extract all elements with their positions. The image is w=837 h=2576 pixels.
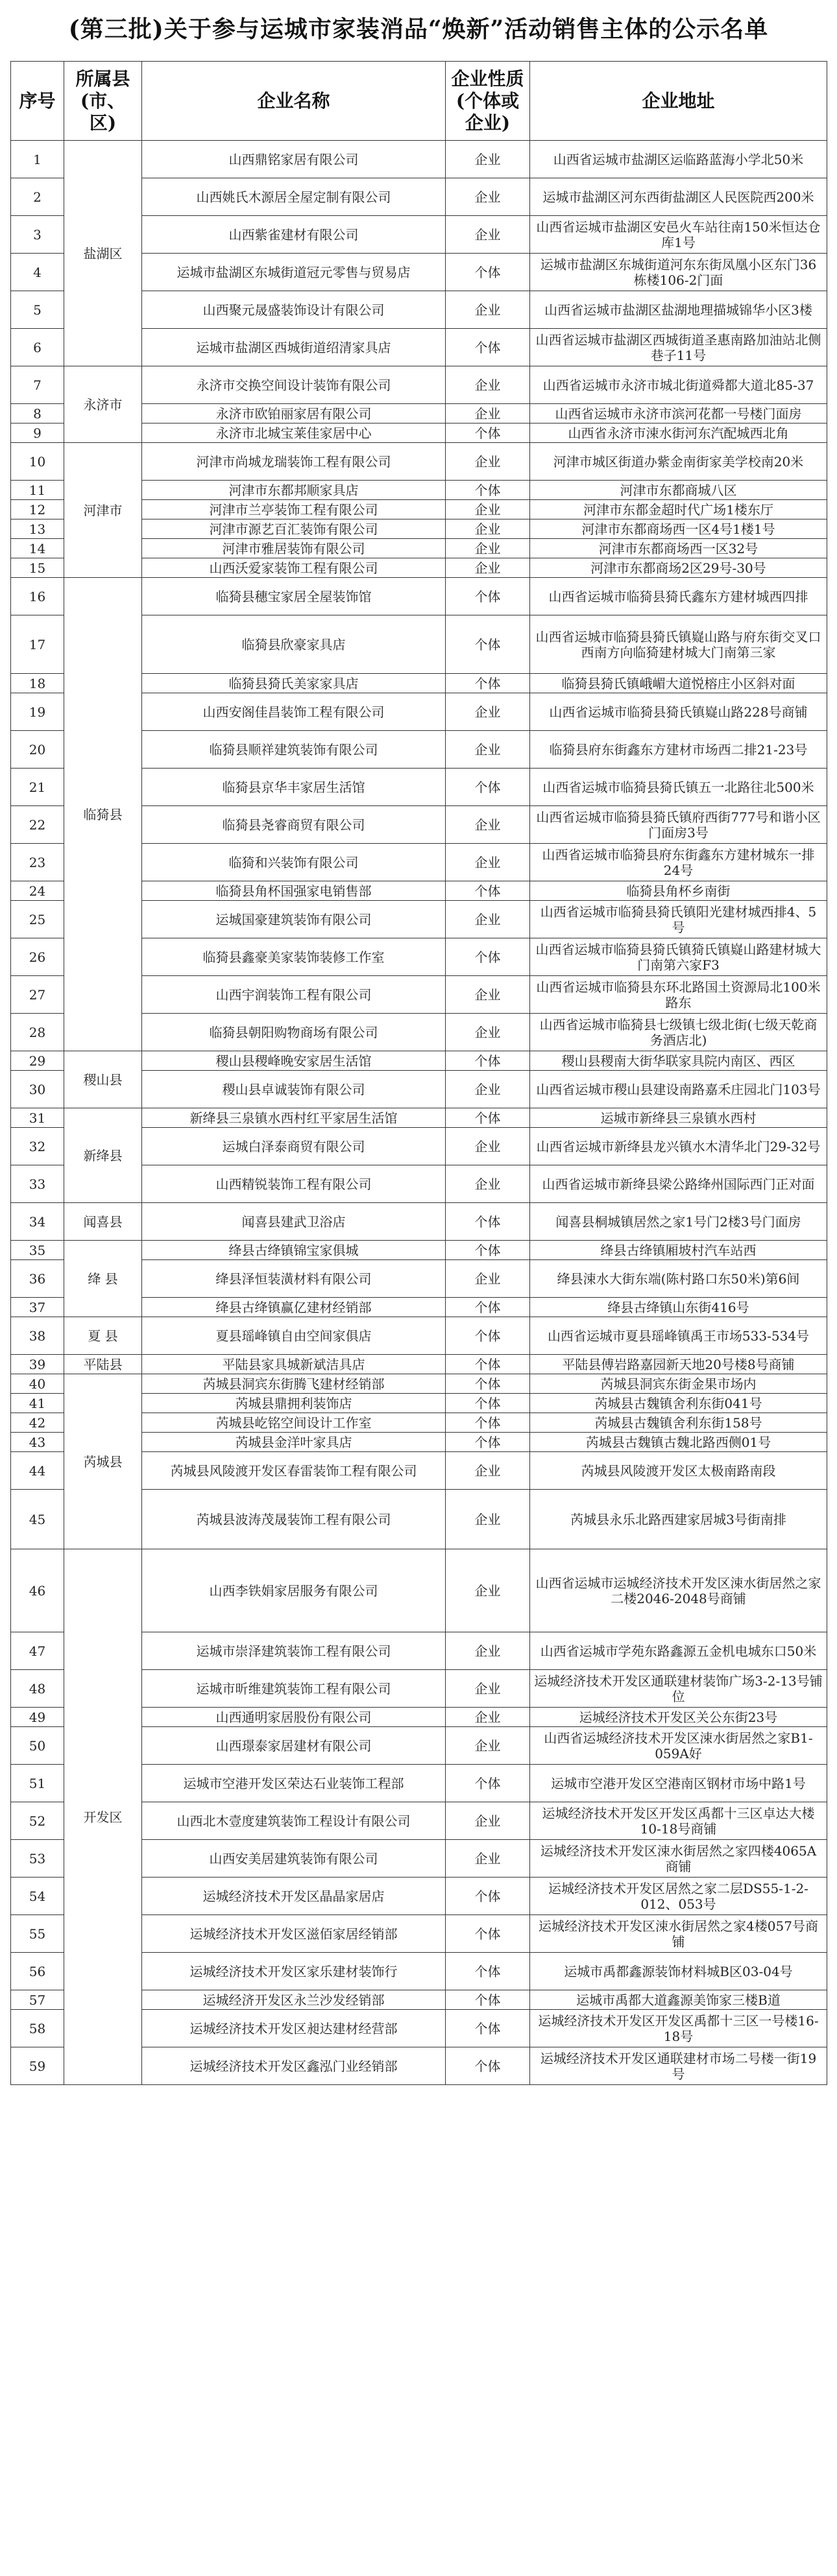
serial-cell: 47 — [11, 1632, 64, 1670]
serial-cell: 57 — [11, 1990, 64, 2010]
company-name-cell: 河津市源艺百汇装饰有限公司 — [142, 519, 446, 539]
company-name-cell: 芮城县波涛茂晟装饰工程有限公司 — [142, 1490, 446, 1549]
company-type-cell: 企业 — [446, 1632, 530, 1670]
table-row — [11, 1549, 827, 1632]
company-type-cell: 企业 — [446, 500, 530, 519]
company-address-cell: 临猗县府东街鑫东方建材市场西二排21-23号 — [530, 731, 827, 769]
company-name-cell: 运城经济技术开发区滋佰家居经销部 — [142, 1915, 446, 1953]
company-type-cell: 个体 — [446, 938, 530, 976]
company-name-cell: 闻喜县建武卫浴店 — [142, 1203, 446, 1241]
company-address-cell: 山西省运城市盐湖区运临路蓝海小学北50米 — [530, 141, 827, 178]
company-type-cell: 企业 — [446, 216, 530, 254]
company-address-cell: 河津市东都金超时代广场1楼东厅 — [530, 500, 827, 519]
serial-cell: 12 — [11, 500, 64, 519]
company-address-cell: 山西省运城市临猗县猗氏镇嶷山路与府东街交叉口西南方向临猗建材城大门南第三家 — [530, 615, 827, 674]
serial-cell: 40 — [11, 1374, 64, 1394]
company-name-cell: 山西姚氏木源居全屋定制有限公司 — [142, 178, 446, 216]
company-name-cell: 山西璟泰家居建材有限公司 — [142, 1727, 446, 1765]
company-address-cell: 山西省运城市新绛县梁公路绛州国际西门正对面 — [530, 1165, 827, 1203]
company-name-cell: 运城经济技术开发区晶晶家居店 — [142, 1878, 446, 1915]
serial-cell: 26 — [11, 938, 64, 976]
serial-cell: 45 — [11, 1490, 64, 1549]
company-type-cell: 企业 — [446, 806, 530, 844]
company-address-cell: 河津市东都商场2区29号-30号 — [530, 558, 827, 578]
company-address-cell: 芮城县古魏镇古魏北路西侧01号 — [530, 1433, 827, 1452]
serial-cell: 38 — [11, 1317, 64, 1355]
company-name-cell: 山西聚元晟盛装饰设计有限公司 — [142, 291, 446, 329]
company-address-cell: 平陆县傅岩路嘉园新天地20号楼8号商铺 — [530, 1355, 827, 1374]
company-address-cell: 绛县古绛镇厢坡村汽车站西 — [530, 1241, 827, 1260]
company-address-cell: 山西省运城经济技术开发区涑水街居然之家B1-059A好 — [530, 1727, 827, 1765]
county-cell: 绛 县 — [64, 1241, 142, 1317]
company-type-cell: 企业 — [446, 141, 530, 178]
company-address-cell: 运城经济技术开发区涑水街居然之家四楼4065A商铺 — [530, 1840, 827, 1878]
company-name-cell: 河津市兰亭装饰工程有限公司 — [142, 500, 446, 519]
company-type-cell: 企业 — [446, 1128, 530, 1165]
company-type-cell: 个体 — [446, 1413, 530, 1433]
serial-cell: 54 — [11, 1878, 64, 1915]
county-cell: 稷山县 — [64, 1051, 142, 1108]
serial-cell: 39 — [11, 1355, 64, 1374]
serial-cell: 36 — [11, 1260, 64, 1298]
company-type-cell: 个体 — [446, 1990, 530, 2010]
company-type-cell: 企业 — [446, 1549, 530, 1632]
company-type-cell: 个体 — [446, 481, 530, 500]
company-address-cell: 运城经济技术开发区通联建材市场二号楼一街19号 — [530, 2047, 827, 2085]
company-address-cell: 山西省运城市临猗县猗氏镇府西街777号和谐小区门面房3号 — [530, 806, 827, 844]
company-name-cell: 临猗县尧睿商贸有限公司 — [142, 806, 446, 844]
serial-cell: 8 — [11, 404, 64, 423]
company-name-cell: 稷山县卓诚装饰有限公司 — [142, 1071, 446, 1108]
county-cell: 盐湖区 — [64, 141, 142, 366]
company-name-cell: 山西安美居建筑装饰有限公司 — [142, 1840, 446, 1878]
company-type-cell: 个体 — [446, 329, 530, 366]
company-type-cell: 个体 — [446, 2010, 530, 2047]
county-cell: 新绛县 — [64, 1108, 142, 1203]
table-row — [11, 1317, 827, 1355]
company-address-cell: 山西省运城市永济市城北街道舜都大道北85-37 — [530, 366, 827, 404]
company-type-cell: 个体 — [446, 1953, 530, 1990]
company-name-cell: 山西安阁佳昌装饰工程有限公司 — [142, 693, 446, 731]
serial-cell: 55 — [11, 1915, 64, 1953]
serial-cell: 43 — [11, 1433, 64, 1452]
company-address-cell: 运城经济技术开发区开发区禹都十三区一号楼16-18号 — [530, 2010, 827, 2047]
company-name-cell: 运城市空港开发区荣达石业装饰工程部 — [142, 1765, 446, 1802]
company-type-cell: 个体 — [446, 1051, 530, 1071]
company-address-cell: 临猗县猗氏镇峨嵋大道悦榕庄小区斜对面 — [530, 674, 827, 693]
table-row — [11, 443, 827, 481]
company-address-cell: 山西省运城市临猗县猗氏镇嶷山路228号商铺 — [530, 693, 827, 731]
company-type-cell: 企业 — [446, 178, 530, 216]
company-address-cell: 山西省运城市盐湖区西城街道圣惠南路加油站北侧巷子11号 — [530, 329, 827, 366]
county-cell: 河津市 — [64, 443, 142, 578]
company-name-cell: 临猗县鑫豪美家装饰装修工作室 — [142, 938, 446, 976]
company-address-cell: 山西省运城市稷山县建设南路嘉禾庄园北门103号 — [530, 1071, 827, 1108]
serial-cell: 21 — [11, 769, 64, 806]
company-name-cell: 河津市雅居装饰有限公司 — [142, 539, 446, 558]
company-name-cell: 运城国豪建筑装饰有限公司 — [142, 901, 446, 938]
company-address-cell: 山西省运城市盐湖区安邑火车站往南150米恒达仓库1号 — [530, 216, 827, 254]
company-name-cell: 平陆县家具城新斌洁具店 — [142, 1355, 446, 1374]
serial-cell: 20 — [11, 731, 64, 769]
serial-cell: 56 — [11, 1953, 64, 1990]
header-company-name: 企业名称 — [142, 62, 446, 141]
company-type-cell: 个体 — [446, 1433, 530, 1452]
company-type-cell: 个体 — [446, 1108, 530, 1128]
company-type-cell: 企业 — [446, 404, 530, 423]
company-address-cell: 运城经济技术开发区居然之家二层DS55-1-2-012、053号 — [530, 1878, 827, 1915]
company-type-cell: 个体 — [446, 1765, 530, 1802]
company-address-cell: 闻喜县桐城镇居然之家1号门2楼3号门面房 — [530, 1203, 827, 1241]
company-type-cell: 企业 — [446, 1014, 530, 1051]
header-county: 所属县(市、区) — [64, 62, 142, 141]
company-name-cell: 绛县古绛镇赢亿建材经销部 — [142, 1298, 446, 1317]
company-name-cell: 山西李铁娟家居服务有限公司 — [142, 1549, 446, 1632]
company-address-cell: 芮城县洞宾东街金果市场内 — [530, 1374, 827, 1394]
header-serial: 序号 — [11, 62, 64, 141]
serial-cell: 34 — [11, 1203, 64, 1241]
company-name-cell: 山西沃爱家装饰工程有限公司 — [142, 558, 446, 578]
serial-cell: 30 — [11, 1071, 64, 1108]
company-address-cell: 河津市城区街道办紫金南街家美学校南20米 — [530, 443, 827, 481]
serial-cell: 9 — [11, 423, 64, 443]
table-row — [11, 366, 827, 404]
company-type-cell: 个体 — [446, 1878, 530, 1915]
county-cell: 平陆县 — [64, 1355, 142, 1374]
serial-cell: 28 — [11, 1014, 64, 1051]
company-address-cell: 运城市禹都大道鑫源美饰家三楼B道 — [530, 1990, 827, 2010]
company-type-cell: 个体 — [446, 769, 530, 806]
company-address-cell: 山西省运城市临猗县猗氏鑫东方建材城西四排 — [530, 578, 827, 615]
company-name-cell: 运城市昕维建筑装饰工程有限公司 — [142, 1670, 446, 1708]
serial-cell: 58 — [11, 2010, 64, 2047]
serial-cell: 27 — [11, 976, 64, 1014]
company-address-cell: 芮城县风陵渡开发区太极南路南段 — [530, 1452, 827, 1490]
serial-cell: 41 — [11, 1394, 64, 1413]
company-address-cell: 运城市盐湖区东城街道河东东街凤凰小区东门36栋楼106-2门面 — [530, 254, 827, 291]
company-type-cell: 个体 — [446, 578, 530, 615]
company-type-cell: 企业 — [446, 366, 530, 404]
company-type-cell: 个体 — [446, 2047, 530, 2085]
company-name-cell: 临猗县角杯国强家电销售部 — [142, 881, 446, 901]
company-type-cell: 个体 — [446, 423, 530, 443]
company-address-cell: 山西省运城市永济市滨河花都一号楼门面房 — [530, 404, 827, 423]
serial-cell: 7 — [11, 366, 64, 404]
table-row — [11, 1241, 827, 1260]
serial-cell: 18 — [11, 674, 64, 693]
serial-cell: 6 — [11, 329, 64, 366]
company-name-cell: 芮城县风陵渡开发区春雷装饰工程有限公司 — [142, 1452, 446, 1490]
company-name-cell: 夏县瑶峰镇自由空间家俱店 — [142, 1317, 446, 1355]
company-type-cell: 个体 — [446, 1915, 530, 1953]
company-name-cell: 河津市东都邦顺家具店 — [142, 481, 446, 500]
company-type-cell: 企业 — [446, 693, 530, 731]
serial-cell: 46 — [11, 1549, 64, 1632]
company-name-cell: 山西鼎铭家居有限公司 — [142, 141, 446, 178]
serial-cell: 16 — [11, 578, 64, 615]
merchant-list-table — [10, 61, 827, 2085]
company-name-cell: 运城白泽泰商贸有限公司 — [142, 1128, 446, 1165]
serial-cell: 5 — [11, 291, 64, 329]
company-address-cell: 临猗县角杯乡南街 — [530, 881, 827, 901]
serial-cell: 13 — [11, 519, 64, 539]
company-name-cell: 临猗县猗氏美家家具店 — [142, 674, 446, 693]
company-type-cell: 企业 — [446, 1071, 530, 1108]
company-address-cell: 运城市空港开发区空港南区钢材市场中路1号 — [530, 1765, 827, 1802]
company-address-cell: 芮城县古魏镇舍利东街158号 — [530, 1413, 827, 1433]
company-type-cell: 企业 — [446, 1165, 530, 1203]
county-cell: 闻喜县 — [64, 1203, 142, 1241]
company-type-cell: 企业 — [446, 1708, 530, 1727]
company-type-cell: 企业 — [446, 519, 530, 539]
company-name-cell: 绛县泽恒装潢材料有限公司 — [142, 1260, 446, 1298]
company-name-cell: 永济市交换空间设计装饰有限公司 — [142, 366, 446, 404]
serial-cell: 15 — [11, 558, 64, 578]
company-name-cell: 山西北木壹度建筑装饰工程设计有限公司 — [142, 1802, 446, 1840]
company-type-cell: 企业 — [446, 291, 530, 329]
company-type-cell: 企业 — [446, 443, 530, 481]
company-name-cell: 稷山县稷峰晚安家居生活馆 — [142, 1051, 446, 1071]
table-row — [11, 141, 827, 178]
table-row — [11, 1203, 827, 1241]
company-address-cell: 山西省运城市学苑东路鑫源五金机电城东口50米 — [530, 1632, 827, 1670]
company-address-cell: 河津市东都商场西一区32号 — [530, 539, 827, 558]
company-name-cell: 临猗县朝阳购物商场有限公司 — [142, 1014, 446, 1051]
company-type-cell: 个体 — [446, 1374, 530, 1394]
header-address: 企业地址 — [530, 62, 827, 141]
company-address-cell: 运城市盐湖区河东西街盐湖区人民医院西200米 — [530, 178, 827, 216]
company-name-cell: 临猗县欣豪家具店 — [142, 615, 446, 674]
serial-cell: 44 — [11, 1452, 64, 1490]
serial-cell: 50 — [11, 1727, 64, 1765]
company-name-cell: 永济市欧铂丽家居有限公司 — [142, 404, 446, 423]
company-name-cell: 运城市盐湖区西城街道绍清家具店 — [142, 329, 446, 366]
company-address-cell: 运城经济技术开发区通联建材装饰广场3-2-13号铺位 — [530, 1670, 827, 1708]
company-name-cell: 运城经济技术开发区鑫泓门业经销部 — [142, 2047, 446, 2085]
company-address-cell: 运城经济技术开发区开发区禹都十三区卓达大楼10-18号商铺 — [530, 1802, 827, 1840]
serial-cell: 53 — [11, 1840, 64, 1878]
table-header-row — [11, 62, 827, 141]
serial-cell: 10 — [11, 443, 64, 481]
serial-cell: 17 — [11, 615, 64, 674]
company-type-cell: 个体 — [446, 881, 530, 901]
county-cell: 永济市 — [64, 366, 142, 443]
company-name-cell: 运城市崇泽建筑装饰工程有限公司 — [142, 1632, 446, 1670]
table-row — [11, 1051, 827, 1071]
serial-cell: 51 — [11, 1765, 64, 1802]
serial-cell: 32 — [11, 1128, 64, 1165]
table-row — [11, 1374, 827, 1394]
company-address-cell: 山西省运城市临猗县猗氏镇猗氏镇嶷山路建材城大门南第六家F3 — [530, 938, 827, 976]
company-address-cell: 河津市东都商场西一区4号1楼1号 — [530, 519, 827, 539]
company-address-cell: 稷山县稷南大街华联家具院内南区、西区 — [530, 1051, 827, 1071]
county-cell: 临猗县 — [64, 578, 142, 1051]
company-name-cell: 芮城县鼎拥利装饰店 — [142, 1394, 446, 1413]
company-type-cell: 企业 — [446, 976, 530, 1014]
company-type-cell: 企业 — [446, 1260, 530, 1298]
serial-cell: 29 — [11, 1051, 64, 1071]
serial-cell: 35 — [11, 1241, 64, 1260]
county-cell: 开发区 — [64, 1549, 142, 2085]
company-name-cell: 临猗县京华丰家居生活馆 — [142, 769, 446, 806]
company-address-cell: 山西省运城市运城经济技术开发区涑水街居然之家二楼2046-2048号商铺 — [530, 1549, 827, 1632]
company-address-cell: 山西省运城市临猗县府东街鑫东方建材城东一排24号 — [530, 844, 827, 881]
company-name-cell: 运城市盐湖区东城街道冠元零售与贸易店 — [142, 254, 446, 291]
company-type-cell: 企业 — [446, 1727, 530, 1765]
company-type-cell: 企业 — [446, 1452, 530, 1490]
company-type-cell: 个体 — [446, 254, 530, 291]
company-type-cell: 个体 — [446, 1317, 530, 1355]
serial-cell: 4 — [11, 254, 64, 291]
serial-cell: 52 — [11, 1802, 64, 1840]
company-name-cell: 永济市北城宝莱佳家居中心 — [142, 423, 446, 443]
company-type-cell: 企业 — [446, 1802, 530, 1840]
serial-cell: 2 — [11, 178, 64, 216]
company-type-cell: 企业 — [446, 558, 530, 578]
company-type-cell: 个体 — [446, 615, 530, 674]
company-name-cell: 芮城县洞宾东街腾飞建材经销部 — [142, 1374, 446, 1394]
company-name-cell: 临猗和兴装饰有限公司 — [142, 844, 446, 881]
county-cell: 芮城县 — [64, 1374, 142, 1549]
company-type-cell: 个体 — [446, 1298, 530, 1317]
company-address-cell: 山西省运城市临猗县猗氏镇五一北路往北500米 — [530, 769, 827, 806]
company-address-cell: 绛县古绛镇山东街416号 — [530, 1298, 827, 1317]
company-type-cell: 个体 — [446, 674, 530, 693]
company-address-cell: 山西省运城市临猗县猗氏镇阳光建材城西排4、5号 — [530, 901, 827, 938]
company-name-cell: 河津市尚城龙瑞装饰工程有限公司 — [142, 443, 446, 481]
company-address-cell: 山西省永济市涑水街河东汽配城西北角 — [530, 423, 827, 443]
company-address-cell: 山西省运城市夏县瑶峰镇禹王市场533-534号 — [530, 1317, 827, 1355]
company-type-cell: 企业 — [446, 1670, 530, 1708]
company-address-cell: 山西省运城市临猗县七级镇七级北街(七级天乾商务酒店北) — [530, 1014, 827, 1051]
company-address-cell: 运城经济技术开发区涑水街居然之家4楼057号商铺 — [530, 1915, 827, 1953]
company-address-cell: 山西省运城市临猗县东环北路国土资源局北100米路东 — [530, 976, 827, 1014]
company-type-cell: 企业 — [446, 1840, 530, 1878]
company-type-cell: 企业 — [446, 539, 530, 558]
company-name-cell: 山西紫雀建材有限公司 — [142, 216, 446, 254]
serial-cell: 14 — [11, 539, 64, 558]
company-address-cell: 芮城县古魏镇舍利东街041号 — [530, 1394, 827, 1413]
company-type-cell: 企业 — [446, 844, 530, 881]
table-body — [11, 141, 827, 2085]
company-name-cell: 山西精锐装饰工程有限公司 — [142, 1165, 446, 1203]
serial-cell: 1 — [11, 141, 64, 178]
company-name-cell: 运城经济技术开发区家乐建材装饰行 — [142, 1953, 446, 1990]
company-name-cell: 芮城县屹铭空间设计工作室 — [142, 1413, 446, 1433]
company-type-cell: 个体 — [446, 1355, 530, 1374]
company-address-cell: 运城市禹都鑫源装饰材料城B区03-04号 — [530, 1953, 827, 1990]
serial-cell: 25 — [11, 901, 64, 938]
serial-cell: 22 — [11, 806, 64, 844]
company-address-cell: 山西省运城市新绛县龙兴镇水木清华北门29-32号 — [530, 1128, 827, 1165]
serial-cell: 11 — [11, 481, 64, 500]
serial-cell: 24 — [11, 881, 64, 901]
serial-cell: 31 — [11, 1108, 64, 1128]
company-type-cell: 个体 — [446, 1203, 530, 1241]
serial-cell: 33 — [11, 1165, 64, 1203]
serial-cell: 19 — [11, 693, 64, 731]
company-name-cell: 运城经济技术开发区昶达建材经营部 — [142, 2010, 446, 2047]
serial-cell: 23 — [11, 844, 64, 881]
company-type-cell: 个体 — [446, 1241, 530, 1260]
company-name-cell: 山西通明家居股份有限公司 — [142, 1708, 446, 1727]
company-name-cell: 新绛县三泉镇水西村红平家居生活馆 — [142, 1108, 446, 1128]
company-name-cell: 芮城县金洋叶家具店 — [142, 1433, 446, 1452]
company-name-cell: 运城经济开发区永兰沙发经销部 — [142, 1990, 446, 2010]
company-address-cell: 河津市东都商城八区 — [530, 481, 827, 500]
company-name-cell: 山西宇润装饰工程有限公司 — [142, 976, 446, 1014]
page-title: (第三批)关于参与运城市家装消品“焕新”活动销售主体的公示名单 — [68, 16, 769, 43]
table-row — [11, 578, 827, 615]
serial-cell: 59 — [11, 2047, 64, 2085]
company-name-cell: 临猗县顺祥建筑装饰有限公司 — [142, 731, 446, 769]
company-address-cell: 运城经济技术开发区关公东街23号 — [530, 1708, 827, 1727]
company-type-cell: 企业 — [446, 901, 530, 938]
company-type-cell: 个体 — [446, 1394, 530, 1413]
serial-cell: 49 — [11, 1708, 64, 1727]
company-address-cell: 山西省运城市盐湖区盐湖地理描城锦华小区3楼 — [530, 291, 827, 329]
header-company-type: 企业性质(个体或企业) — [446, 62, 530, 141]
company-name-cell: 临猗县穗宝家居全屋装饰馆 — [142, 578, 446, 615]
company-address-cell: 绛县涑水大街东端(陈村路口东50米)第6间 — [530, 1260, 827, 1298]
serial-cell: 3 — [11, 216, 64, 254]
company-type-cell: 企业 — [446, 1490, 530, 1549]
serial-cell: 42 — [11, 1413, 64, 1433]
county-cell: 夏 县 — [64, 1317, 142, 1355]
company-address-cell: 运城市新绛县三泉镇水西村 — [530, 1108, 827, 1128]
table-row — [11, 1355, 827, 1374]
company-type-cell: 企业 — [446, 731, 530, 769]
serial-cell: 37 — [11, 1298, 64, 1317]
company-name-cell: 绛县古绛镇锦宝家俱城 — [142, 1241, 446, 1260]
company-address-cell: 芮城县永乐北路西建家居城3号街南排 — [530, 1490, 827, 1549]
table-row — [11, 1108, 827, 1128]
serial-cell: 48 — [11, 1670, 64, 1708]
